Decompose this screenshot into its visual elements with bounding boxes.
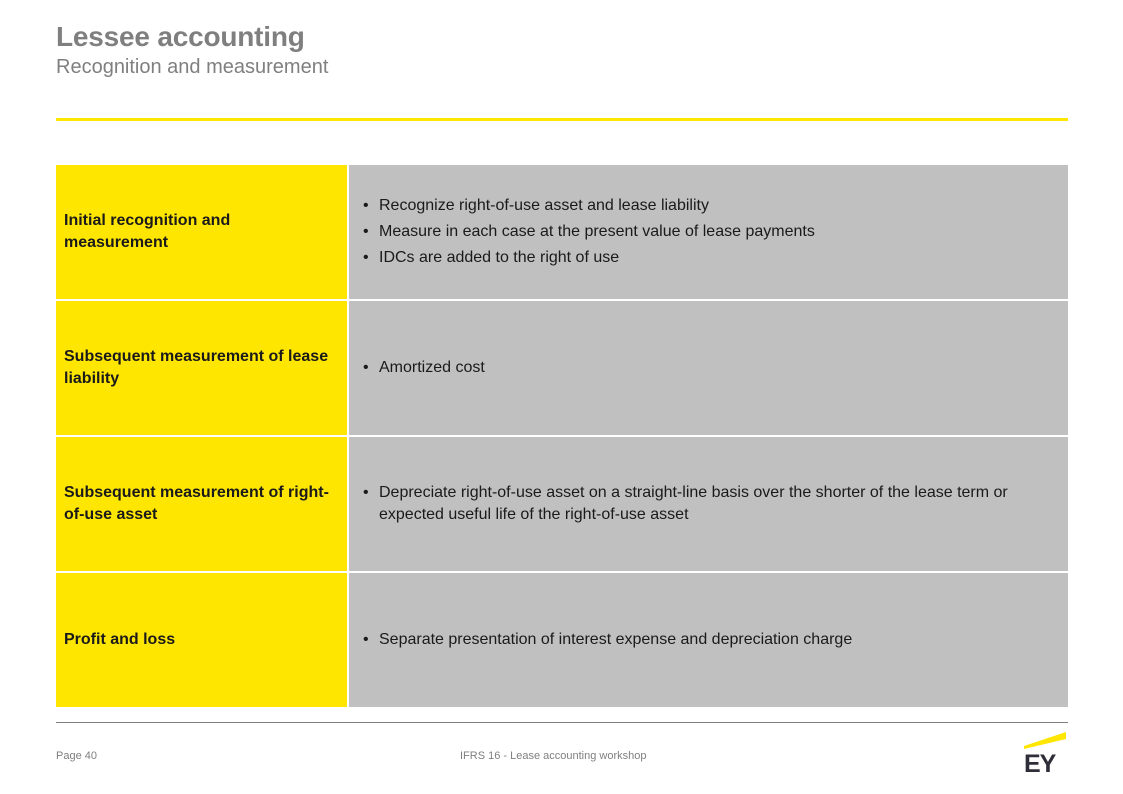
page-number: Page 40 xyxy=(56,750,97,762)
table-row xyxy=(56,437,1068,571)
list-item: • Recognize right-of-use asset and lease liability xyxy=(361,195,815,217)
row-label: Initial recognition and measurement xyxy=(56,165,347,299)
ey-logo-text: EY xyxy=(1024,750,1056,776)
footer-title: IFRS 16 - Lease accounting workshop xyxy=(460,750,647,762)
bullet-list xyxy=(361,625,852,655)
list-item: • Depreciate right-of-use asset on a straight-line basis over the shorter of the lease term or expected useful life of the right-of-use asset xyxy=(361,482,1056,526)
table-row xyxy=(56,165,1068,299)
list-item: • IDCs are added to the right of use xyxy=(361,247,815,269)
page-title: Lessee accounting xyxy=(56,21,305,52)
row-label: Profit and loss xyxy=(56,573,347,707)
list-item: • Amortized cost xyxy=(361,357,485,379)
table-row xyxy=(56,301,1068,435)
list-item: • Separate presentation of interest expense and depreciation charge xyxy=(361,629,852,651)
row-content xyxy=(349,301,1068,435)
table-row xyxy=(56,573,1068,707)
bullet-list xyxy=(361,353,485,383)
row-content xyxy=(349,437,1068,571)
row-label: Subsequent measurement of lease liability xyxy=(56,301,347,435)
row-content xyxy=(349,573,1068,707)
ey-logo-icon xyxy=(1022,730,1068,776)
bullet-list xyxy=(361,191,815,273)
footer-divider xyxy=(56,722,1068,723)
bullet-list xyxy=(361,478,1056,530)
page-subtitle: Recognition and measurement xyxy=(56,56,329,78)
row-label: Subsequent measurement of right-of-use asset xyxy=(56,437,347,571)
title-divider xyxy=(56,118,1068,121)
list-item: • Measure in each case at the present value of lease payments xyxy=(361,221,815,243)
row-content xyxy=(349,165,1068,299)
summary-table xyxy=(56,165,1068,707)
